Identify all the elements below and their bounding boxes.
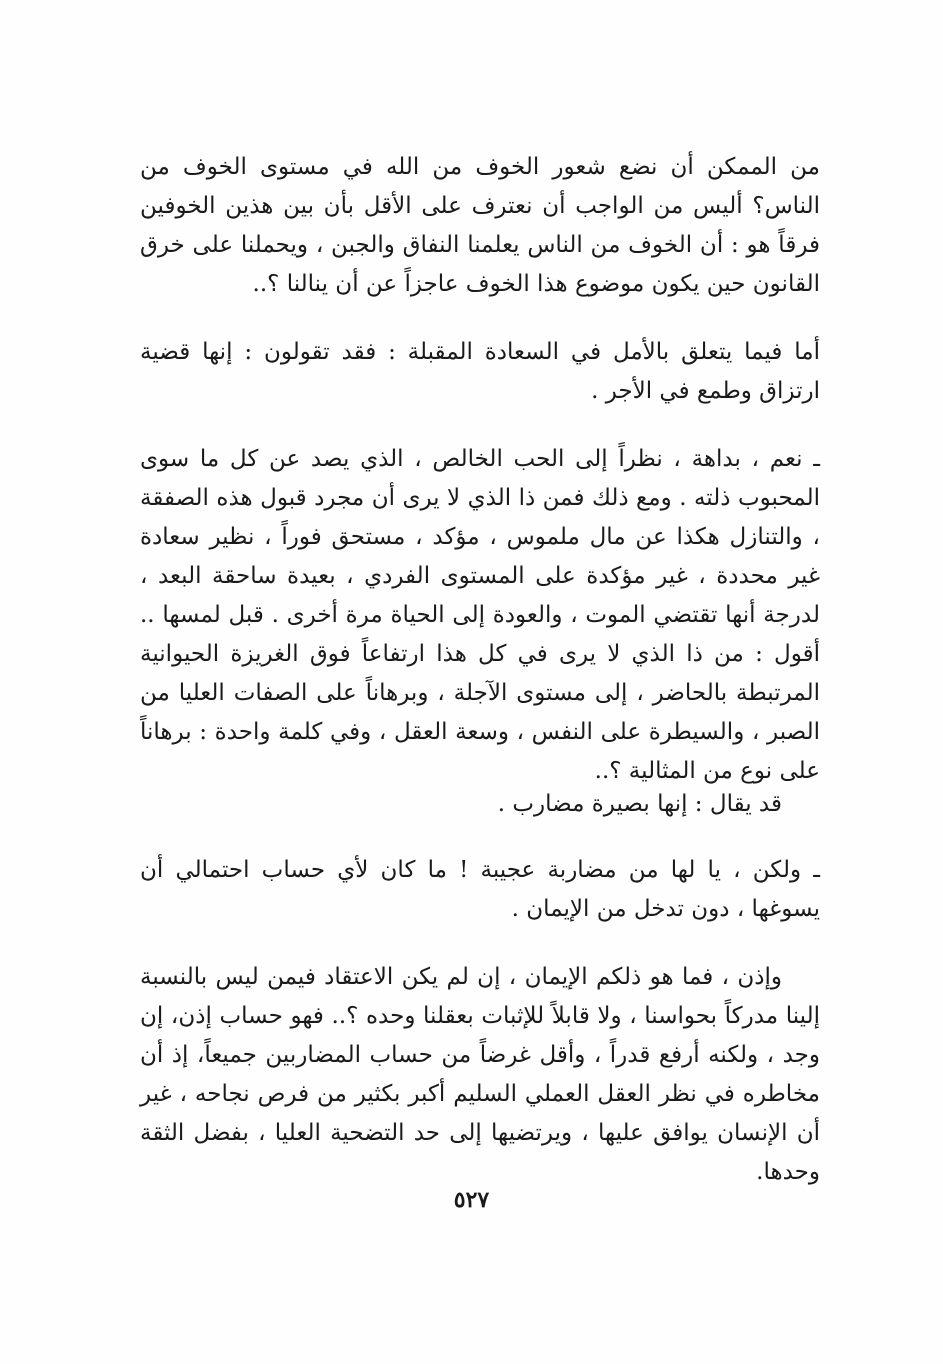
paragraph-strange-speculation: ـ ولكن ، يا لها من مضاربة عجيبة ! ما كان لأي حساب احتمالي أن يسوغها ، دون تدخل من الإيمان . <box>140 857 820 922</box>
page-number: ٥٢٧ <box>453 1187 490 1213</box>
paragraph-what-is-faith: وإذن ، فما هو ذلكم الإيمان ، إن لم يكن الاعتقاد فيمن ليس بالنسبة إلينا مدركاً بحواسنا ، ولا قابلاً للإثبات بعقلنا وحده ؟.. فهو حساب إذن، إن وجد ، ولكنه أرفع قدراً ، وأقل غرضاً من حساب المضاربين جميعاً، إذ أن مخاطره في نظر العقل العملي السليم أكبر بكثير من فرص نجاحه ، غير أن الإنسان يوافق عليها ، ويرتضيها إلى حد التضحية العليا ، بفضل الثقة وحدها. <box>140 964 820 1185</box>
paragraph-pure-love: ـ نعم ، بداهة ، نظراً إلى الحب الخالص ، الذي يصد عن كل ما سوى المحبوب ذلته . ومع ذلك فمن ذا الذي لا يرى أن مجرد قبول هذه الصفقة ، والتنازل هكذا عن مال ملموس ، مؤكد ، مستحق فوراً ، نظير سعادة غير محددة ، غير مؤكدة على المستوى الفردي ، بعيدة ساحقة البعد ، لدرجة أنها تقتضي الموت ، والعودة إلى الحياة مرة أخرى . قبل لمسها .. أقول : من ذا الذي لا يرى في كل هذا ارتفاعاً فوق الغريزة الحيوانية المرتبطة بالحاضر ، إلى مستوى الآجلة ، وبرهاناً على الصفات العليا من الصبر ، والسيطرة على النفس ، وسعة العقل ، وفي كلمة واحدة : برهاناً على نوع من المثالية ؟.. <box>140 446 820 784</box>
paragraph-fear-of-god: من الممكن أن نضع شعور الخوف من الله في مستوى الخوف من الناس؟ أليس من الواجب أن نعترف على الأقل بأن بين هذين الخوفين فرقاً هو : أن الخوف من الناس يعلمنا النفاق والجبن ، ويحملنا على خرق القانون حين يكون موضوع هذا الخوف عاجزاً عن أن ينالنا ؟.. <box>140 154 820 297</box>
paragraph-hope-future-happiness: أما فيما يتعلق بالأمل في السعادة المقبلة : فقد تقولون : إنها قضية ارتزاق وطمع في الأجر . <box>140 339 820 404</box>
paragraph-speculator-insight: قد يقال : إنها بصيرة مضارب . <box>497 791 782 817</box>
